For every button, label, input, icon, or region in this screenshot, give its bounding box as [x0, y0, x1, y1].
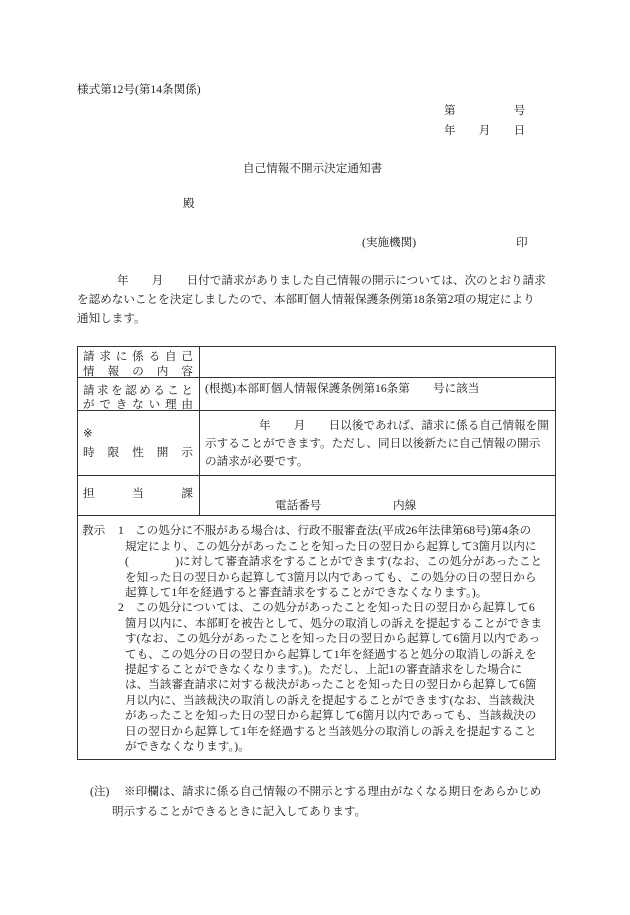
- instruction-line: 月以内に、当該裁決の取消しの訴えを提起することができます(なお、当該裁決: [125, 693, 535, 707]
- note-label: (注): [90, 785, 110, 798]
- label-char: 担: [83, 487, 95, 500]
- note-line: ※印欄は、請求に係る自己情報の不開示とする理由がなくなる期日をあらかじめ: [124, 785, 542, 798]
- document-number-line: 第 号: [444, 104, 526, 117]
- label-char: 係: [132, 350, 144, 363]
- phone-number-label: 電話番号: [275, 499, 322, 512]
- instruction-line: ができなくなります。)。: [125, 739, 250, 753]
- label-char: 内: [156, 365, 169, 378]
- label-char: が: [83, 398, 95, 411]
- issue-date-line: 年 月 日: [444, 124, 526, 137]
- label-char: 請: [83, 350, 95, 363]
- instruction-line: す(なお、この処分があったことを知った日の翌日から起算して6箇月以内であっ: [125, 632, 541, 646]
- row-content-cell: [200, 378, 555, 410]
- row-time-limited-disclosure: [78, 411, 555, 476]
- label-char: 課: [181, 487, 193, 500]
- intro-line: 年 月 日付で請求がありました自己情報の開示については、次のとおり請求: [117, 274, 546, 287]
- extension-label: 内線: [393, 499, 417, 512]
- instruction-line: があったことを知った日の翌日から起算して6箇月以内であっても、当該裁決の: [125, 709, 537, 723]
- issuing-agency-label: (実施機関): [362, 236, 417, 249]
- instruction-number: 1: [118, 524, 124, 538]
- label-char: 開: [156, 446, 169, 459]
- form-number-label: 様式第12号(第14条関係): [77, 83, 201, 96]
- disclosure-text-line: の請求が必要です。: [205, 455, 309, 468]
- label-char: 求: [97, 384, 109, 397]
- row-responsible-section: [78, 476, 555, 516]
- label-char: る: [153, 384, 165, 397]
- seal-mark: 印: [516, 236, 528, 249]
- document-title: 自己情報不開示決定通知書: [243, 162, 383, 175]
- decision-table: [77, 346, 556, 760]
- label-char: 容: [181, 365, 193, 378]
- label-char: 理: [164, 398, 177, 411]
- row-label-line: [83, 349, 193, 364]
- label-char: 己: [181, 350, 193, 363]
- instruction-line: この処分については、この処分があったことを知った日の翌日から起算して6: [135, 601, 535, 615]
- addressee-honorific: 殿: [183, 197, 195, 210]
- instruction-number: 2: [118, 601, 124, 615]
- label-char: い: [148, 398, 161, 411]
- label-char: き: [115, 398, 128, 411]
- label-char: 示: [181, 446, 193, 459]
- row-label-cell: [78, 476, 200, 515]
- intro-line: を認めないことを決定しましたので、本部町個人情報保護条例第18条第2項の規定により: [77, 293, 535, 306]
- instruction-line: この処分に不服がある場合は、行政不服審査法(平成26年法律第68号)第4条の: [135, 524, 532, 538]
- label-char: こ: [167, 384, 179, 397]
- row-content-cell: [200, 476, 555, 515]
- label-char: な: [132, 398, 144, 411]
- label-char: 限: [107, 446, 120, 459]
- row-content-cell: [200, 347, 555, 377]
- label-char: に: [115, 350, 128, 363]
- instruction-line: 日の翌日から起算して1年を経過すると当該処分の取消しの訴えを提起すること: [125, 724, 537, 738]
- instruction-line: 規定により、この処分があったことを知った日の翌日から起算して3箇月以内に: [125, 539, 537, 553]
- asterisk-mark: ※: [83, 427, 93, 440]
- disclosure-text-line: 年 月 日以後であれば、請求に係る自己情報を開: [259, 419, 549, 432]
- row-label-cell: [78, 378, 200, 410]
- label-char: 情: [83, 365, 95, 378]
- intro-paragraph: [77, 271, 557, 328]
- label-char: 認: [125, 384, 137, 397]
- label-char: で: [99, 398, 111, 411]
- refusal-basis-text: (根拠)本部町個人情報保護条例第16条第 号に該当: [205, 382, 480, 395]
- row-appeal-instructions: [78, 516, 555, 759]
- label-char: 時: [83, 446, 95, 459]
- row-content-cell: [200, 411, 555, 475]
- instruction-line: 箇月以内に、本部町を被告として、処分の取消しの訴えを提起することができま: [125, 616, 543, 630]
- row-refusal-reason: [78, 378, 555, 411]
- label-char: 性: [132, 446, 144, 459]
- instruction-line: を知った日の翌日から起算して3箇月以内であっても、この処分の日の翌日から: [125, 570, 537, 584]
- instruction-line: ( )に対して審査請求をすることができます(なお、この処分があったこと: [125, 555, 543, 569]
- label-char: の: [132, 365, 144, 378]
- instruction-line: ても、この処分の日の翌日から起算して1年を経過すると処分の取消しの訴えを: [125, 647, 537, 661]
- label-char: 自: [164, 350, 177, 363]
- instruction-line: 起算して1年を経過すると審査請求をすることができなくなります。)。: [125, 585, 488, 599]
- row-label-cell: [78, 411, 200, 475]
- row-label-cell: [78, 347, 200, 377]
- label-char: め: [139, 384, 151, 397]
- disclosure-text-line: 示することができます。ただし、同日以後新たに自己情報の開示: [205, 437, 541, 450]
- label-char: 請: [83, 384, 95, 397]
- label-char: 由: [181, 398, 193, 411]
- note-line: 明示することができるときに記入してあります。: [112, 805, 367, 818]
- row-label-line: [83, 364, 193, 379]
- label-char: る: [148, 350, 161, 363]
- label-char: と: [181, 384, 193, 397]
- row-label-line: [83, 445, 193, 460]
- label-char: 当: [132, 487, 144, 500]
- intro-line: 通知します。: [77, 312, 146, 325]
- label-char: 求: [99, 350, 111, 363]
- row-label-line: [83, 486, 193, 501]
- instruction-line: 提起することができなくなります。)。ただし、上記1の審査請求をした場合に: [125, 662, 523, 676]
- label-char: を: [111, 384, 123, 397]
- instructions-label: 教示: [82, 524, 106, 538]
- row-label-line: [83, 383, 193, 398]
- instruction-line: は、当該審査請求に対する裁決があったことを知った日の翌日から起算して6箇: [125, 678, 537, 692]
- row-label-line: [83, 397, 193, 412]
- label-char: 報: [107, 365, 120, 378]
- row-requested-info: [78, 347, 555, 378]
